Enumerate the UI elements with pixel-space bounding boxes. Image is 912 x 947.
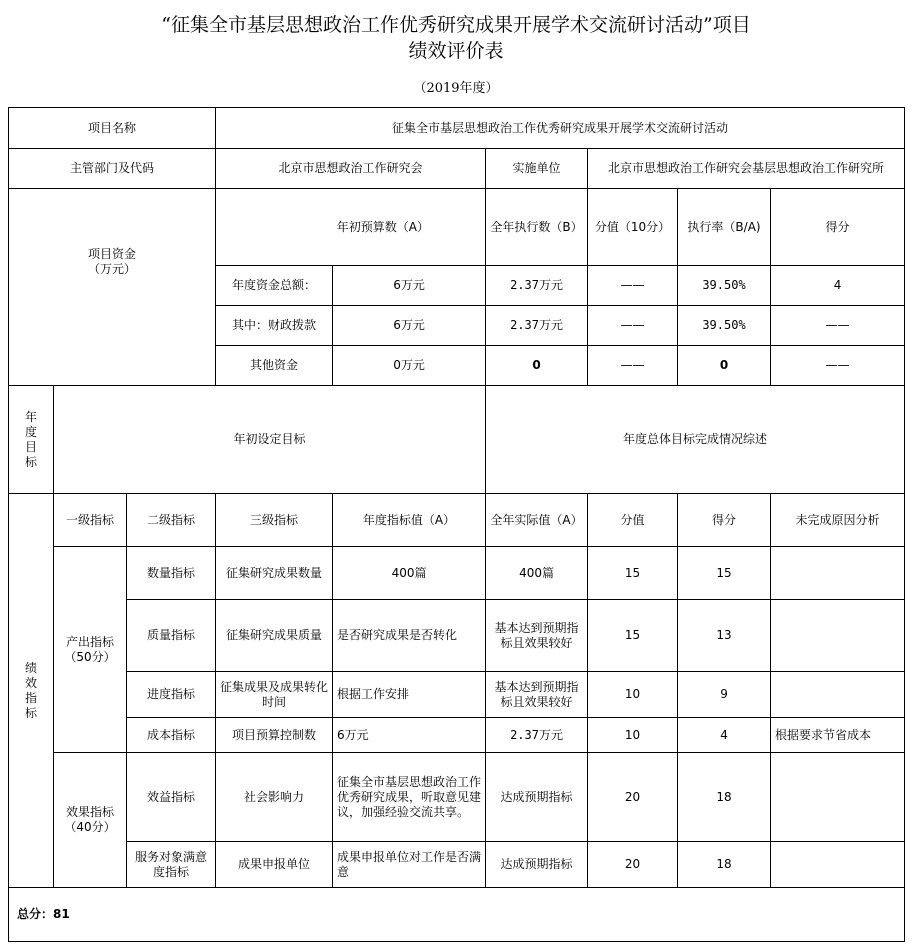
perf-actual: 基本达到预期指标且效果较好 xyxy=(486,672,588,718)
perf-value: 20 xyxy=(588,842,678,888)
funds-row-rate: 39.50% xyxy=(678,306,771,346)
funds-row-exec: 2.37万元 xyxy=(486,266,588,306)
project-name-label: 项目名称 xyxy=(9,108,216,149)
perf-l2: 服务对象满意度指标 xyxy=(127,842,216,888)
perf-target: 征集全市基层思想政治工作优秀研究成果，听取意见建议，加强经验交流共享。 xyxy=(333,753,486,842)
dept-value: 北京市思想政治工作研究会 xyxy=(216,149,486,189)
perf-reason xyxy=(771,753,905,842)
perf-header-l1: 一级指标 xyxy=(54,494,127,547)
perf-header-score: 得分 xyxy=(678,494,771,547)
funds-row-score: —— xyxy=(771,346,905,386)
funds-row-score-value: —— xyxy=(588,306,678,346)
perf-reason xyxy=(771,672,905,718)
funds-row-score-value: —— xyxy=(588,266,678,306)
funds-header-exec: 全年执行数（B） xyxy=(486,189,588,266)
funds-label xyxy=(9,189,216,386)
perf-actual: 2.37万元 xyxy=(486,718,588,753)
perf-reason xyxy=(771,842,905,888)
goal-summary: 年度总体目标完成情况综述 xyxy=(486,386,905,494)
impl-value: 北京市思想政治工作研究会基层思想政治工作研究所 xyxy=(588,149,905,189)
page-title xyxy=(0,12,912,64)
funds-header-rate: 执行率（B/A) xyxy=(678,189,771,266)
perf-score: 18 xyxy=(678,753,771,842)
perf-l2: 数量指标 xyxy=(127,547,216,600)
title-line-1: “征集全市基层思想政治工作优秀研究成果开展学术交流研讨活动”项目 xyxy=(161,14,751,36)
perf-target: 成果申报单位对工作是否满意 xyxy=(333,842,486,888)
title-line-2: 绩效评价表 xyxy=(408,40,504,62)
perf-l3: 征集成果及成果转化时间 xyxy=(216,672,333,718)
funds-row-rate: 0 xyxy=(678,346,771,386)
effect-label-text: 效果指标（40分） xyxy=(64,805,116,834)
perf-l3: 社会影响力 xyxy=(216,753,333,842)
funds-row-exec: 2.37万元 xyxy=(486,306,588,346)
evaluation-table xyxy=(8,107,905,942)
output-label-text: 产出指标（50分） xyxy=(64,634,116,664)
perf-value: 10 xyxy=(588,672,678,718)
funds-row-budget: 6万元 xyxy=(333,306,486,346)
funds-row-score: —— xyxy=(771,306,905,346)
perf-l3: 成果申报单位 xyxy=(216,842,333,888)
funds-header-budget: 年初预算数（A） xyxy=(216,189,486,266)
perf-reason xyxy=(771,600,905,672)
impl-label: 实施单位 xyxy=(486,149,588,189)
perf-value: 15 xyxy=(588,547,678,600)
perf-actual: 达成预期指标 xyxy=(486,753,588,842)
perf-score: 18 xyxy=(678,842,771,888)
output-label xyxy=(54,547,127,753)
perf-target: 是否研究成果是否转化 xyxy=(333,600,486,672)
perf-l2: 成本指标 xyxy=(127,718,216,753)
funds-row-exec: 0 xyxy=(486,346,588,386)
perf-value: 10 xyxy=(588,718,678,753)
funds-row-name: 其中：财政拨款 xyxy=(216,306,333,346)
funds-row-name: 其他资金 xyxy=(216,346,333,386)
perf-l2: 效益指标 xyxy=(127,753,216,842)
perf-score: 9 xyxy=(678,672,771,718)
goal-label xyxy=(9,386,54,494)
project-name-value: 征集全市基层思想政治工作优秀研究成果开展学术交流研讨活动 xyxy=(216,108,905,149)
perf-score: 15 xyxy=(678,547,771,600)
goal-set: 年初设定目标 xyxy=(54,386,486,494)
year-label: （2019年度） xyxy=(413,81,499,96)
funds-header-score-value: 分值（10分） xyxy=(588,189,678,266)
perf-header-l3: 三级指标 xyxy=(216,494,333,547)
funds-row-budget: 6万元 xyxy=(333,266,486,306)
perf-actual: 达成预期指标 xyxy=(486,842,588,888)
funds-header-score: 得分 xyxy=(771,189,905,266)
perf-l3: 征集研究成果质量 xyxy=(216,600,333,672)
funds-row-rate: 39.50% xyxy=(678,266,771,306)
perf-value: 20 xyxy=(588,753,678,842)
perf-actual: 基本达到预期指标且效果较好 xyxy=(486,600,588,672)
perf-reason: 根据要求节省成本 xyxy=(771,718,905,753)
perf-l2: 质量指标 xyxy=(127,600,216,672)
perf-header-reason: 未完成原因分析 xyxy=(771,494,905,547)
perf-label xyxy=(9,494,54,888)
perf-target: 400篇 xyxy=(333,547,486,600)
perf-target: 6万元 xyxy=(333,718,486,753)
funds-row-score: 4 xyxy=(771,266,905,306)
funds-row-budget: 0万元 xyxy=(333,346,486,386)
funds-label-text: 项目资金 （万元） xyxy=(88,247,137,276)
perf-l3: 项目预算控制数 xyxy=(216,718,333,753)
perf-header-value: 分值 xyxy=(588,494,678,547)
funds-row-name: 年度资金总额： xyxy=(216,266,333,306)
effect-label xyxy=(54,753,127,888)
perf-header-l2: 二级指标 xyxy=(127,494,216,547)
goal-label-text: 年度目标 xyxy=(24,409,37,469)
perf-value: 15 xyxy=(588,600,678,672)
perf-header-actual: 全年实际值（A） xyxy=(486,494,588,547)
perf-score: 13 xyxy=(678,600,771,672)
perf-header-target: 年度指标值（A） xyxy=(333,494,486,547)
dept-label: 主管部门及代码 xyxy=(9,149,216,189)
perf-reason xyxy=(771,547,905,600)
funds-row-score-value: —— xyxy=(588,346,678,386)
perf-score: 4 xyxy=(678,718,771,753)
total-score: 总分：81 xyxy=(9,888,905,942)
perf-l2: 进度指标 xyxy=(127,672,216,718)
perf-label-text: 绩效指标 xyxy=(24,660,37,720)
perf-target: 根据工作安排 xyxy=(333,672,486,718)
perf-l3: 征集研究成果数量 xyxy=(216,547,333,600)
perf-actual: 400篇 xyxy=(486,547,588,600)
